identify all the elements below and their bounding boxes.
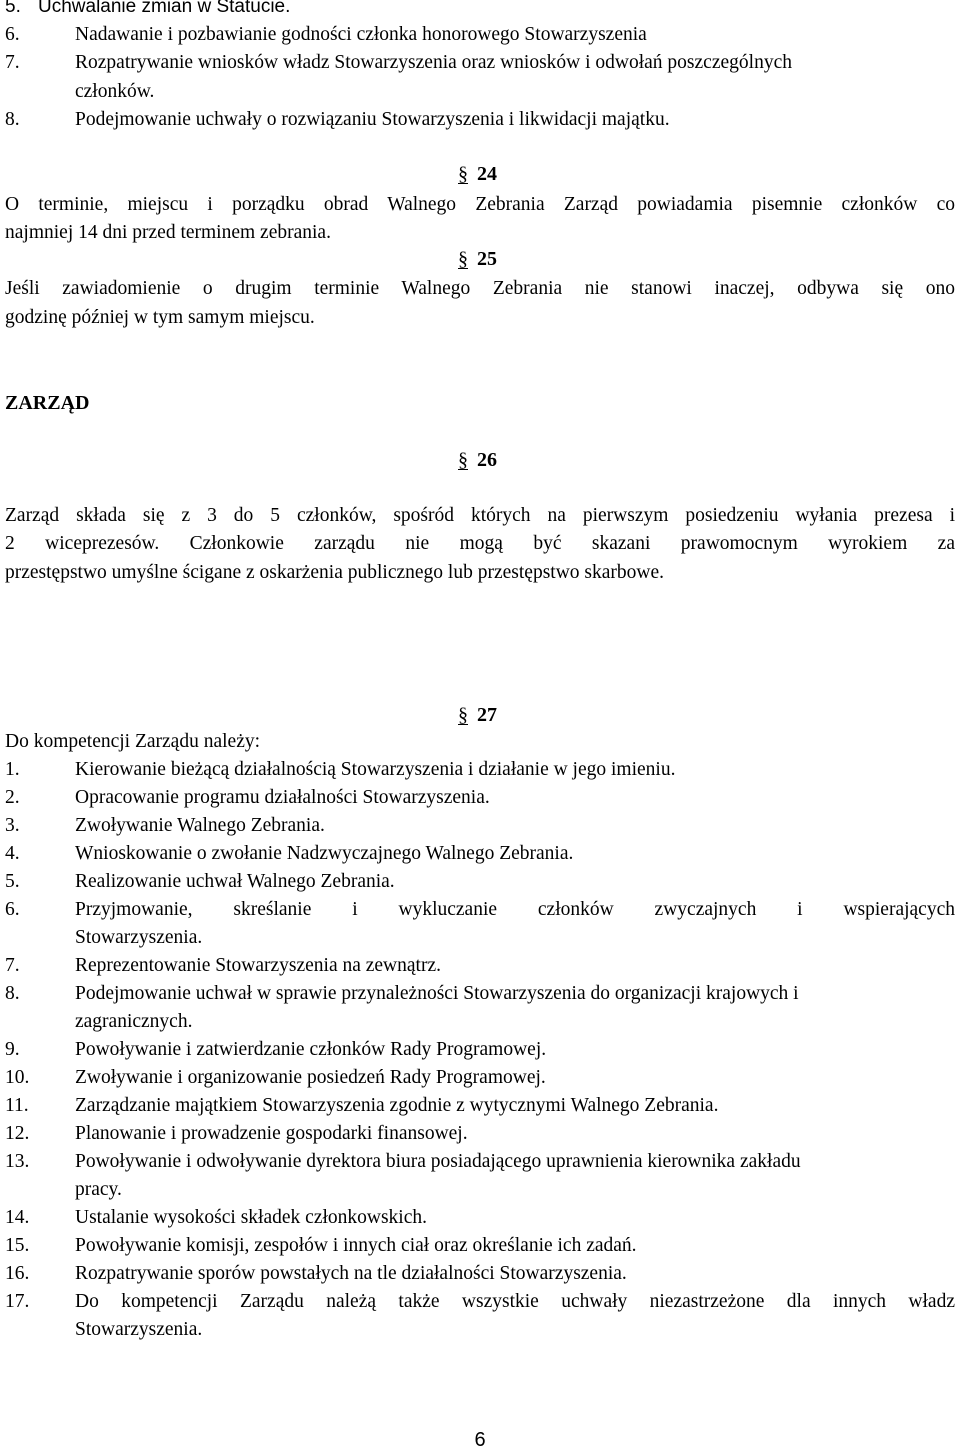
paragraph-heading-25 [458, 248, 497, 271]
paragraph-number: 25 [477, 248, 497, 270]
section-symbol: § [458, 248, 468, 270]
paragraph-27-intro: Do kompetencji Zarządu należy: [5, 731, 261, 752]
list-item-number: 9. [5, 1039, 20, 1060]
list-item-number: 12. [5, 1123, 30, 1144]
list-item-number: 8. [5, 983, 20, 1004]
list-item [5, 109, 670, 131]
paragraph-26-line: przestępstwo umyślne ścigane z oskarżenia publicznego lub przestępstwo skarbowe. [5, 562, 665, 583]
list-item [5, 1095, 718, 1117]
list-item-text: Zwoływanie i organizowanie posiedzeń Rady Programowej. [75, 1067, 546, 1088]
list-item-text: Uchwalanie zmian w Statucie. [38, 0, 291, 17]
list-item-text: Kierowanie bieżącą działalnością Stowarzyszenia i działanie w jego imieniu. [75, 759, 676, 780]
list-item-text: Rozpatrywanie sporów powstałych na tle działalności Stowarzyszenia. [75, 1263, 627, 1284]
list-item-text: Zwoływanie Walnego Zebrania. [75, 815, 325, 836]
list-item-text: Podejmowanie uchwały o rozwiązaniu Stowarzyszenia i likwidacji majątku. [75, 109, 670, 130]
list-item-number: 4. [5, 843, 20, 864]
list-item-text: Opracowanie programu działalności Stowarzyszenia. [75, 787, 490, 808]
list-item-text: Rozpatrywanie wniosków władz Stowarzyszenia oraz wniosków i odwołań poszczególnych [75, 52, 792, 73]
list-item [5, 1123, 468, 1145]
list-item-number: 3. [5, 815, 20, 836]
list-item-number: 6. [5, 899, 20, 920]
list-item-number: 5. [5, 871, 20, 892]
list-item [5, 1291, 75, 1313]
list-item [5, 815, 325, 837]
list-item-continuation: członków. [75, 81, 155, 102]
list-item [5, 759, 675, 781]
list-item [5, 24, 647, 46]
list-item-number: 11. [5, 1095, 29, 1116]
section-symbol: § [458, 163, 468, 185]
list-item-text: Przyjmowanie, skreślanie i wykluczanie członków zwyczajnych i wspierających [75, 899, 955, 920]
list-item [5, 52, 792, 74]
paragraph-26-line: 2 wiceprezesów. Członkowie zarządu nie mogą być skazani prawomocnym wyrokiem za [5, 533, 955, 554]
list-item-text: Powoływanie i zatwierdzanie członków Rady Programowej. [75, 1039, 547, 1060]
list-item-text: Powoływanie i odwoływanie dyrektora biura posiadającego uprawnienia kierownika zakładu [75, 1151, 801, 1172]
paragraph-24-line: O terminie, miejscu i porządku obrad Walnego Zebrania Zarząd powiadamia pisemnie członków co [5, 194, 955, 215]
section-symbol: § [458, 704, 468, 726]
list-item [5, 1151, 801, 1173]
list-item-number: 14. [5, 1207, 30, 1228]
list-item-continuation: zagranicznych. [75, 1011, 193, 1032]
paragraph-25-line: godzinę później w tym samym miejscu. [5, 307, 315, 328]
list-item-number: 6. [5, 24, 20, 45]
section-symbol: § [458, 449, 468, 471]
section-heading-zarzad: ZARZĄD [5, 392, 90, 414]
list-item [5, 843, 573, 865]
list-item-number: 2. [5, 787, 20, 808]
list-item [5, 1263, 627, 1285]
list-item-number: 5. [5, 0, 21, 17]
list-item [5, 871, 395, 893]
list-item-text: Podejmowanie uchwał w sprawie przynależności Stowarzyszenia do organizacji krajowych i [75, 983, 799, 1004]
list-item-number: 8. [5, 109, 20, 130]
page-number: 6 [474, 1429, 486, 1451]
list-item-text: Zarządzanie majątkiem Stowarzyszenia zgodnie z wytycznymi Walnego Zebrania. [75, 1095, 719, 1116]
list-item-continuation: Stowarzyszenia. [75, 927, 203, 948]
paragraph-24-line: najmniej 14 dni przed terminem zebrania. [5, 222, 331, 243]
list-item-number: 1. [5, 759, 20, 780]
paragraph-heading-26 [458, 449, 497, 472]
paragraph-25-line: Jeśli zawiadomienie o drugim terminie Walnego Zebrania nie stanowi inaczej, odbywa się ono [5, 278, 955, 299]
list-item-number: 7. [5, 52, 20, 73]
list-item-text: Planowanie i prowadzenie gospodarki finansowej. [75, 1123, 468, 1144]
list-item [5, 983, 799, 1005]
paragraph-number: 24 [477, 163, 497, 185]
paragraph-number: 27 [477, 704, 497, 726]
list-item-text: Realizowanie uchwał Walnego Zebrania. [75, 871, 395, 892]
list-item-text: Do kompetencji Zarządu należą także wszystkie uchwały niezastrzeżone dla innych władz [75, 1291, 955, 1312]
list-item-text: Ustalanie wysokości składek członkowskich. [75, 1207, 428, 1228]
list-item [5, 955, 441, 977]
paragraph-heading-27 [458, 704, 497, 727]
list-item [5, 1207, 427, 1229]
list-item-continuation: Stowarzyszenia. [75, 1319, 203, 1340]
list-item-number: 7. [5, 955, 20, 976]
list-item [5, 1067, 546, 1089]
list-item-number: 16. [5, 1263, 30, 1284]
list-item-text: Reprezentowanie Stowarzyszenia na zewnątrz. [75, 955, 441, 976]
list-item [5, 787, 490, 809]
paragraph-26-line: Zarząd składa się z 3 do 5 członków, spośród których na pierwszym posiedzeniu wyłania prezesa i [5, 505, 955, 526]
list-item [5, 0, 290, 18]
list-item-number: 10. [5, 1067, 30, 1088]
list-item-number: 15. [5, 1235, 30, 1256]
list-item [5, 1039, 546, 1061]
list-item-number: 13. [5, 1151, 30, 1172]
paragraph-heading-24 [458, 163, 497, 186]
list-item-number: 17. [5, 1291, 30, 1312]
list-item-text: Wnioskowanie o zwołanie Nadzwyczajnego Walnego Zebrania. [75, 843, 574, 864]
paragraph-number: 26 [477, 449, 497, 471]
list-item [5, 1235, 637, 1257]
list-item-continuation: pracy. [75, 1179, 122, 1200]
list-item-text: Nadawanie i pozbawianie godności członka honorowego Stowarzyszenia [75, 24, 647, 45]
list-item-text: Powoływanie komisji, zespołów i innych ciał oraz określanie ich zadań. [75, 1235, 637, 1256]
